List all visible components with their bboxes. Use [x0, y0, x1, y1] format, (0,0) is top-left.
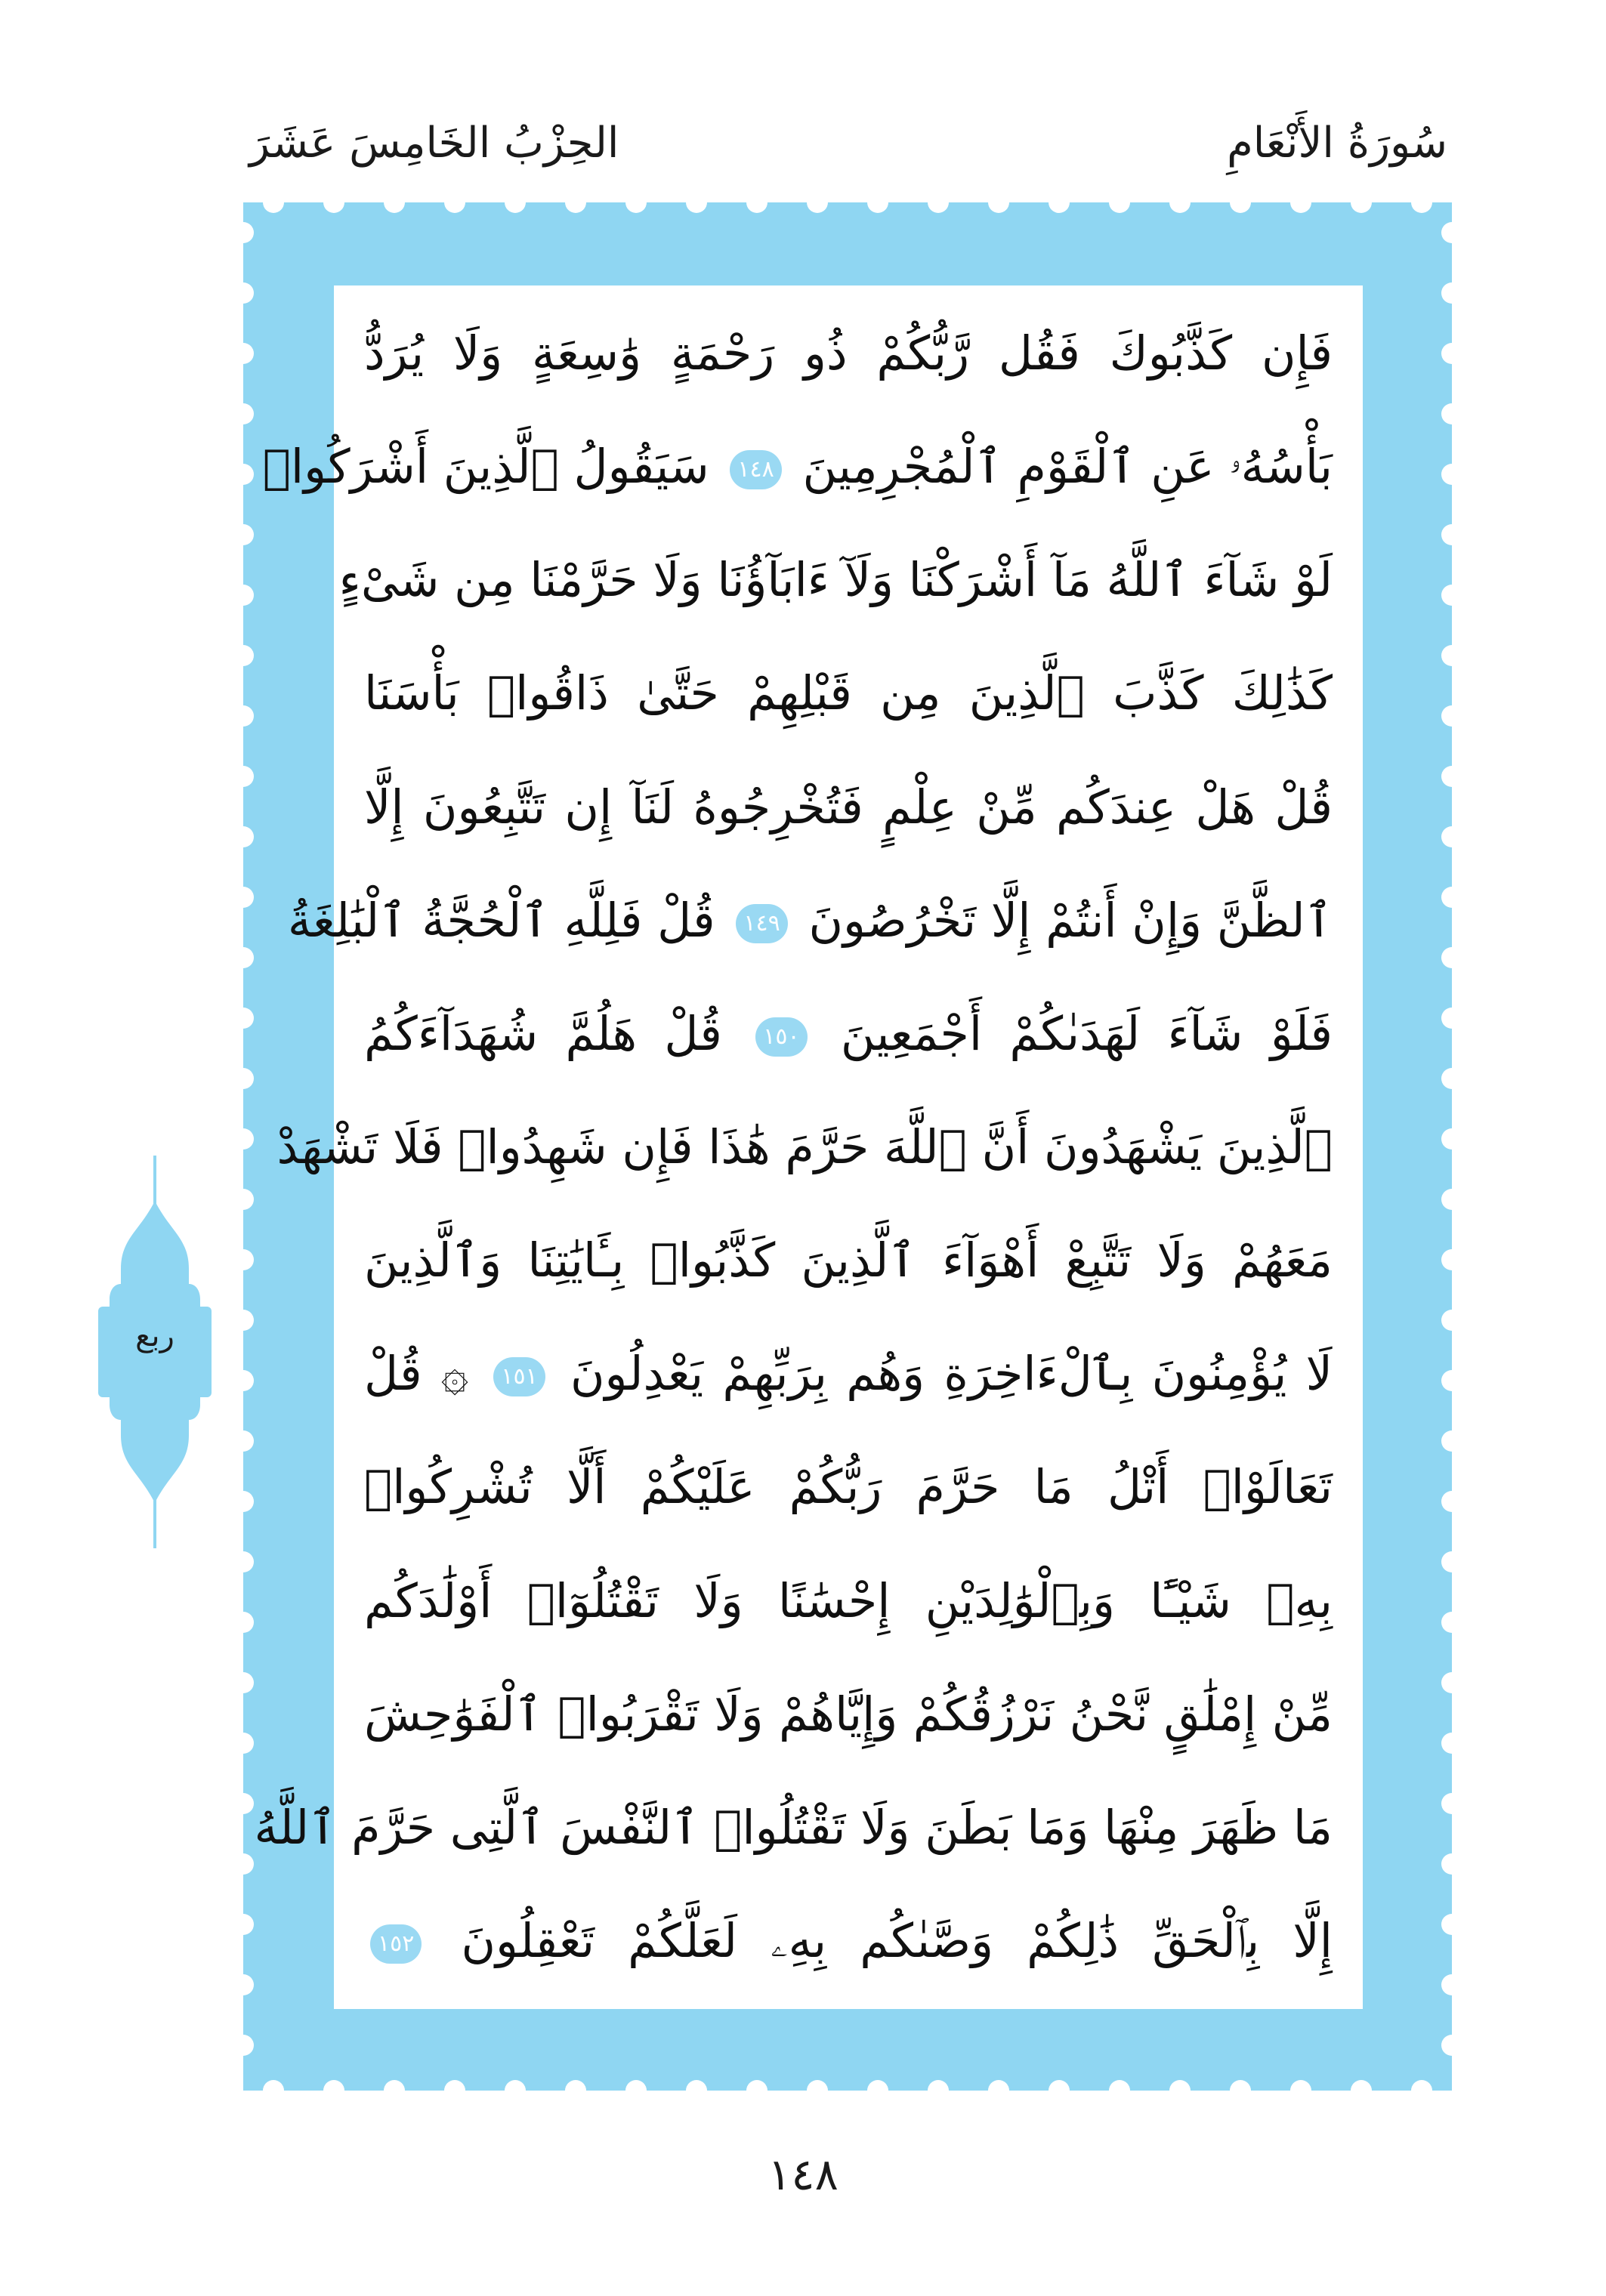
frame-notch [1049, 192, 1070, 213]
frame-notch [233, 1310, 254, 1331]
text-panel [254, 285, 1363, 2009]
verse-line [364, 1677, 1333, 1752]
frame-notch [746, 2080, 767, 2101]
verse-text: قُلْ هَلُمَّ شُهَدَآءَكُمُ [364, 1005, 722, 1061]
frame-notch [1290, 2080, 1311, 2101]
rub-badge [98, 1156, 212, 1548]
frame-notch [233, 1974, 254, 1995]
frame-notch [384, 192, 405, 213]
frame-notch [1441, 2035, 1462, 2056]
verse-text: ۞ قُلْ [364, 1346, 469, 1402]
frame-notch [928, 192, 949, 213]
frame-notch [565, 192, 586, 213]
verse-text: بِهِۦ شَيْـًٔا وَبِٱلْوَٰلِدَيْنِ إِحْسَٰنًا وَلَا تَقْتُلُوٓا۟ أَوْلَٰدَكُم [364, 1572, 1333, 1628]
frame-notch [1441, 1914, 1462, 1935]
frame-notch [233, 1008, 254, 1029]
frame-notch [1109, 2080, 1130, 2101]
surah-name: سُورَةُ الأَنْعَامِ [1227, 119, 1447, 168]
frame-notch [233, 947, 254, 968]
frame-notch [1441, 282, 1462, 304]
frame-notch [1441, 1793, 1462, 1814]
frame-notch [233, 2035, 254, 2056]
frame-notch [233, 1733, 254, 1754]
verse-text: تَعَالَوْا۟ أَتْلُ مَا حَرَّمَ رَبُّكُمْ عَلَيْكُمْ أَلَّا تُشْرِكُوا۟ [364, 1459, 1333, 1515]
frame-notch [233, 403, 254, 424]
frame-notch [988, 192, 1009, 213]
frame-notch [1441, 1128, 1462, 1150]
verse-lines [254, 316, 1333, 1979]
frame-notch [233, 464, 254, 485]
frame-notch [625, 2080, 647, 2101]
ayah-number-marker: ١٤٩ [736, 904, 787, 943]
verse-text: مَعَهُمْ وَلَا تَتَّبِعْ أَهْوَآءَ ٱلَّذِينَ كَذَّبُوا۟ بِـَٔايَٰتِنَا وَٱلَّذِينَ [364, 1233, 1333, 1288]
frame-notch [1441, 1491, 1462, 1512]
frame-notch [263, 192, 284, 213]
verse-line [364, 1336, 1333, 1412]
frame-notch [263, 2080, 284, 2101]
page-number: ١٤٨ [767, 2149, 839, 2200]
verse-line [276, 1109, 1333, 1185]
verse-line [364, 1449, 1333, 1525]
frame-notch [233, 1189, 254, 1210]
frame-notch [233, 1249, 254, 1270]
verse-text: قُلْ فَلِلَّهِ ٱلْحُجَّةُ ٱلْبَٰلِغَةُ [287, 892, 715, 948]
verse-line [364, 1903, 1333, 1979]
frame-notch [1441, 585, 1462, 606]
frame-notch [444, 2080, 465, 2101]
verse-text: ٱلظَّنَّ وَإِنْ أَنتُمْ إِلَّا تَخْرُصُونَ [808, 892, 1333, 948]
frame-notch [233, 343, 254, 364]
frame-notch [565, 2080, 586, 2101]
frame-notch [233, 1853, 254, 1875]
ayah-number-marker: ١٥١ [493, 1357, 545, 1396]
verse-line [364, 1563, 1333, 1639]
verse-line [364, 316, 1333, 391]
ayah-number-marker: ١٥٢ [370, 1924, 422, 1964]
frame-notch [1441, 887, 1462, 908]
frame-notch [1230, 192, 1251, 213]
frame-notch [384, 2080, 405, 2101]
frame-notch [1351, 2080, 1372, 2101]
verse-text: قُلْ هَلْ عِندَكُم مِّنْ عِلْمٍ فَتُخْرِجُوهُ لَنَآ إِن تَتَّبِعُونَ إِلَّا [364, 779, 1333, 835]
frame-notch [233, 1793, 254, 1814]
frame-notch [1109, 192, 1130, 213]
frame-notch [233, 222, 254, 243]
frame-notch [233, 524, 254, 545]
ayah-number-marker: ١٥٠ [755, 1017, 807, 1057]
frame-notch [1441, 766, 1462, 787]
frame-notch [867, 2080, 888, 2101]
frame-notch [1441, 1008, 1462, 1029]
frame-notch [1441, 1612, 1462, 1633]
verse-line [262, 429, 1333, 505]
frame-notch [1441, 1733, 1462, 1754]
frame-notch [323, 192, 344, 213]
frame-notch [1441, 1974, 1462, 1995]
verse-text: لَا يُؤْمِنُونَ بِٱلْءَاخِرَةِ وَهُم بِرَبِّهِمْ يَعْدِلُونَ [570, 1346, 1333, 1402]
verse-text: مِّنْ إِمْلَٰقٍ نَّحْنُ نَرْزُقُكُمْ وَإِيَّاهُمْ وَلَا تَقْرَبُوا۟ ٱلْفَوَٰحِشَ [364, 1686, 1333, 1742]
frame-notch [233, 766, 254, 787]
verse-line [287, 883, 1333, 958]
frame-notch [233, 645, 254, 666]
frame-notch [505, 2080, 526, 2101]
verse-text: كَذَٰلِكَ كَذَّبَ ٱلَّذِينَ مِن قَبْلِهِمْ حَتَّىٰ ذَاقُوا۟ بَأْسَنَا [364, 665, 1333, 721]
frame-notch [233, 826, 254, 847]
frame-notch [867, 192, 888, 213]
verse-line [254, 1790, 1333, 1866]
frame-notch [233, 1914, 254, 1935]
frame-notch [233, 282, 254, 304]
frame-notch [1441, 826, 1462, 847]
frame-notch [807, 192, 828, 213]
verse-line [364, 1223, 1333, 1298]
frame-notch [1411, 2080, 1432, 2101]
frame-notch [233, 705, 254, 727]
frame-notch [1230, 2080, 1251, 2101]
frame-notch [1441, 1551, 1462, 1572]
frame-notch [1411, 192, 1432, 213]
frame-notch [1441, 343, 1462, 364]
frame-notch [1441, 705, 1462, 727]
frame-notch [1441, 1672, 1462, 1693]
frame-notch [233, 1612, 254, 1633]
frame-notch [625, 192, 647, 213]
verse-text: بَأْسُهُۥ عَنِ ٱلْقَوْمِ ٱلْمُجْرِمِينَ [802, 439, 1333, 495]
frame-notch [1441, 464, 1462, 485]
frame-notch [1441, 1430, 1462, 1452]
verse-text: ٱلَّذِينَ يَشْهَدُونَ أَنَّ ٱللَّهَ حَرَّمَ هَٰذَا فَإِن شَهِدُوا۟ فَلَا تَشْهَدْ [276, 1119, 1333, 1174]
frame-notch [1049, 2080, 1070, 2101]
frame-notch [1441, 645, 1462, 666]
frame-notch [444, 192, 465, 213]
frame-notch [1441, 222, 1462, 243]
frame-notch [1169, 2080, 1191, 2101]
frame-notch [1290, 192, 1311, 213]
frame-notch [505, 192, 526, 213]
frame-notch [233, 1068, 254, 1089]
frame-notch [1441, 1853, 1462, 1875]
verse-text: سَيَقُولُ ٱلَّذِينَ أَشْرَكُوا۟ [262, 439, 709, 495]
frame-notch [233, 1491, 254, 1512]
frame-notch [1441, 403, 1462, 424]
frame-notch [1441, 524, 1462, 545]
ayah-number-marker: ١٤٨ [730, 450, 781, 489]
verse-line [364, 656, 1333, 731]
verse-line [338, 542, 1333, 618]
frame-notch [686, 192, 707, 213]
frame-notch [1441, 1310, 1462, 1331]
page-frame [243, 202, 1452, 2091]
verse-text: فَإِن كَذَّبُوكَ فَقُل رَّبُّكُمْ ذُو رَحْمَةٍ وَٰسِعَةٍ وَلَا يُرَدُّ [364, 326, 1333, 381]
frame-notch [233, 887, 254, 908]
frame-notch [1441, 1189, 1462, 1210]
frame-notch [988, 2080, 1009, 2101]
frame-notch [746, 192, 767, 213]
frame-notch [1441, 947, 1462, 968]
frame-notch [233, 1430, 254, 1452]
frame-notch [1441, 1068, 1462, 1089]
verse-line [364, 770, 1333, 845]
verse-text: لَوْ شَآءَ ٱللَّهُ مَآ أَشْرَكْنَا وَلَآ ءَابَآؤُنَا وَلَا حَرَّمْنَا مِن شَىْءٍ [338, 552, 1333, 608]
frame-notch [233, 1370, 254, 1391]
frame-notch [928, 2080, 949, 2101]
verse-text: فَلَوْ شَآءَ لَهَدَىٰكُمْ أَجْمَعِينَ [840, 1005, 1333, 1061]
verse-text: مَا ظَهَرَ مِنْهَا وَمَا بَطَنَ وَلَا تَقْتُلُوا۟ ٱلنَّفْسَ ٱلَّتِى حَرَّمَ ٱللَّهُ [254, 1799, 1333, 1855]
frame-notch [323, 2080, 344, 2101]
frame-notch [807, 2080, 828, 2101]
frame-notch [1351, 192, 1372, 213]
frame-notch [1169, 192, 1191, 213]
frame-notch [1441, 1249, 1462, 1270]
verse-text: إِلَّا بِٱلْحَقِّ ذَٰلِكُمْ وَصَّىٰكُم بِهِۦ لَعَلَّكُمْ تَعْقِلُونَ [461, 1912, 1333, 1968]
frame-notch [233, 585, 254, 606]
verse-line [364, 996, 1333, 1072]
hizb-name: الحِزْبُ الخَامِسَ عَشَرَ [249, 119, 619, 168]
frame-notch [233, 1551, 254, 1572]
frame-notch [233, 1672, 254, 1693]
frame-notch [1441, 1370, 1462, 1391]
frame-notch [233, 1128, 254, 1150]
rub-label: ربع [135, 1319, 174, 1353]
frame-notch [686, 2080, 707, 2101]
